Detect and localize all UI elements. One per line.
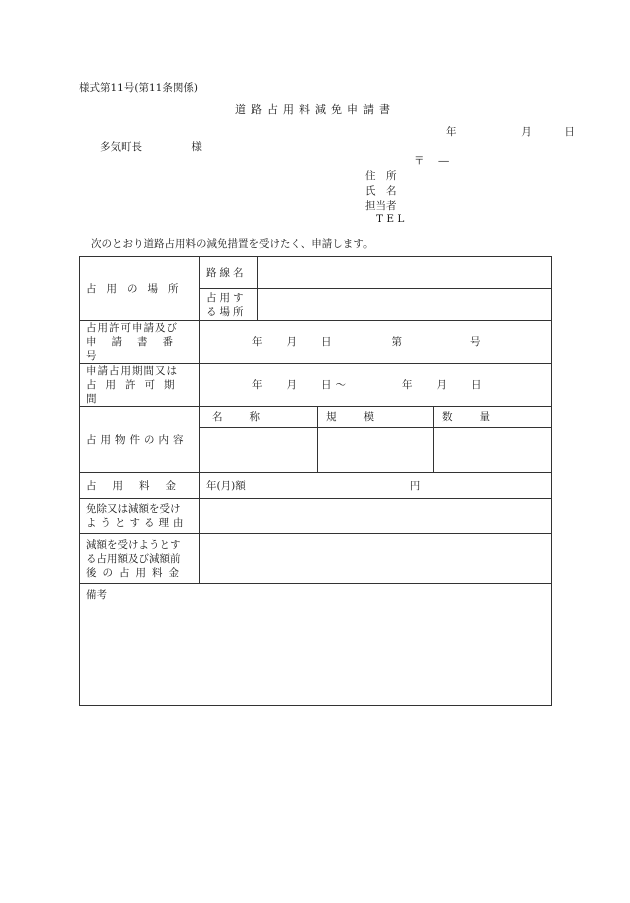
col-header-spec-text: 規 模 [326, 411, 376, 423]
fee-label-text: 占用料金 [86, 479, 192, 492]
permit-value[interactable] [200, 321, 552, 364]
reason-label-line1: 免除又は減額を受け [86, 503, 181, 515]
col-header-qty [434, 407, 552, 428]
reason-label [80, 499, 200, 534]
period-day2: 日 [471, 379, 482, 391]
route-label [200, 257, 258, 289]
permit-day: 日 [321, 336, 332, 348]
place-label-text: 占用の場所 [86, 282, 189, 295]
applicant-contact-label: 担当者 [365, 200, 397, 212]
location-label [200, 289, 258, 321]
notes-label: 備考 [86, 589, 107, 601]
period-day1: 日 [321, 379, 332, 391]
applicant-tel-label: T E L [376, 213, 405, 225]
date-day: 日 [564, 126, 575, 138]
date-month: 月 [521, 126, 532, 138]
period-year1: 年 [252, 379, 263, 391]
permit-label-line1: 占用許可申請及び [86, 322, 178, 334]
permit-label-line2: 申請書番号 [86, 336, 188, 362]
period-label-line1: 申請占用期間又は [86, 365, 178, 377]
intro-text: 次のとおり道路占用料の減免措置を受けたく、申請します。 [91, 238, 374, 250]
period-year2: 年 [402, 379, 413, 391]
reduced-label [80, 534, 200, 584]
period-value[interactable] [200, 364, 552, 407]
notes-cell[interactable] [80, 584, 552, 706]
permit-label [80, 321, 200, 364]
period-label-line2: 占用許可期間 [86, 379, 184, 405]
permit-go: 号 [470, 336, 481, 348]
location-value[interactable] [258, 289, 552, 321]
location-label-line1: 占用す [206, 291, 247, 304]
date-year: 年 [446, 126, 457, 138]
fee-unit: 円 [409, 479, 421, 492]
objects-label [80, 407, 200, 473]
form-title: 道路占用料減免申請書 [235, 103, 395, 116]
route-value[interactable] [258, 257, 552, 289]
period-month2: 月 [436, 379, 447, 391]
reason-label-line2: ようとする理由 [86, 517, 188, 529]
application-table [79, 256, 552, 706]
reduced-label-line1: 減額を受けようとす [86, 538, 181, 551]
route-label-text: 路線名 [206, 266, 247, 279]
reduced-value[interactable] [200, 534, 552, 584]
addressee-name: 多気町長 [100, 141, 142, 153]
reduced-label-line3: 後の占用料金 [86, 566, 185, 579]
permit-dai: 第 [391, 336, 402, 348]
object-spec-value[interactable] [318, 428, 434, 473]
col-header-name-text: 名 称 [212, 411, 262, 423]
object-name-value[interactable] [200, 428, 318, 473]
fee-prefix: 年(月)額 [206, 479, 246, 492]
col-header-spec [318, 407, 434, 428]
postal-code: 〒 ― [414, 155, 449, 167]
period-label [80, 364, 200, 407]
reduced-label-line2: る占用額及び減額前 [86, 552, 181, 565]
period-tilde: ～ [335, 379, 346, 391]
col-header-name [200, 407, 318, 428]
permit-year: 年 [252, 336, 263, 348]
objects-label-text: 占用物件の内容 [86, 433, 188, 446]
fee-value[interactable] [200, 473, 552, 499]
date-line [446, 124, 575, 139]
addressee-honorific: 様 [191, 141, 202, 153]
place-label [80, 257, 200, 321]
period-month1: 月 [286, 379, 297, 391]
applicant-name-label: 氏 名 [365, 185, 397, 197]
addressee [100, 139, 202, 154]
permit-month: 月 [286, 336, 297, 348]
col-header-qty-text: 数 量 [442, 411, 492, 423]
location-label-line2: る場所 [206, 305, 247, 318]
form-number: 様式第11号(第11条関係) [79, 82, 198, 94]
reason-value[interactable] [200, 499, 552, 534]
fee-label [80, 473, 200, 499]
applicant-address-label: 住 所 [365, 170, 397, 182]
object-qty-value[interactable] [434, 428, 552, 473]
